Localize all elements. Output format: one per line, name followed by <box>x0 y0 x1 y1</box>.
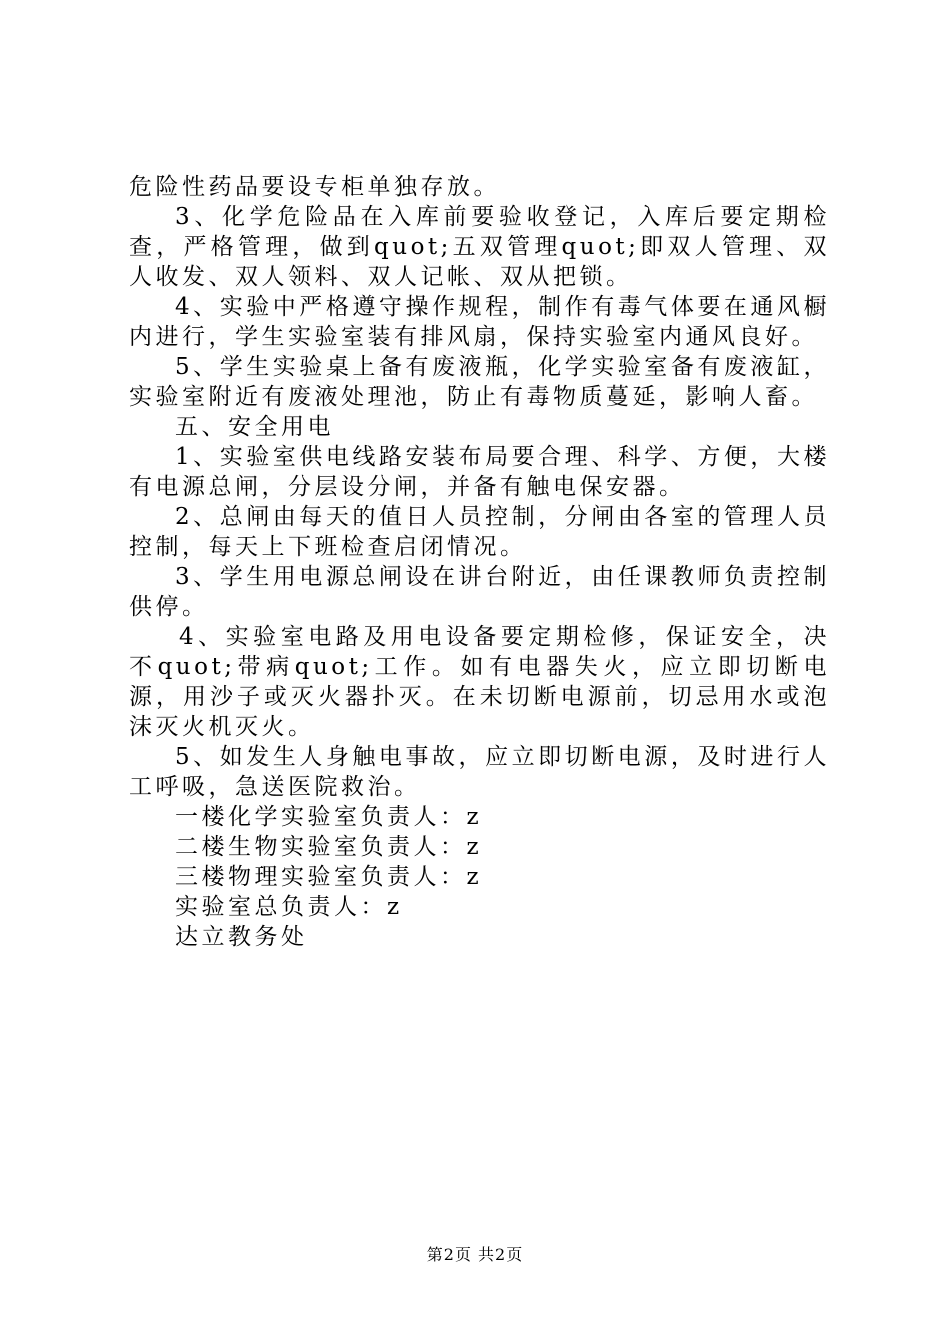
responsible-person-floor-3: 三楼物理实验室负责人：z <box>175 864 483 890</box>
responsible-person-floor-2: 二楼生物实验室负责人：z <box>175 834 483 860</box>
issuing-office: 达立教务处 <box>175 924 308 950</box>
paragraph-item-5: 5、学生实验桌上备有废液瓶，化学实验室备有废液缸，实验室附近有废液处理池，防止有毒物质蔓延，影响人畜。 <box>129 354 830 410</box>
paragraph-item-4: 4、实验中严格遵守操作规程，制作有毒气体要在通风橱内进行，学生实验室装有排风扇，保持实验室内通风良好。 <box>129 294 830 350</box>
section-heading-electricity: 五、安全用电 <box>175 414 334 440</box>
paragraph-item-3: 3、化学危险品在入库前要验收登记，入库后要定期检查，严格管理，做到quot;五双管理quot;即双人管理、双人收发、双人领料、双人记帐、双从把锁。 <box>129 204 830 290</box>
paragraph-continuation: 危险性药品要设专柜单独存放。 <box>129 174 500 200</box>
responsible-person-floor-1: 一楼化学实验室负责人：z <box>175 804 483 830</box>
page-footer <box>0 1242 950 1265</box>
paragraph-electric-5: 5、如发生人身触电事故，应立即切断电源，及时进行人工呼吸，急送医院救治。 <box>129 744 830 800</box>
page-number: 第2页 共2页 <box>426 1245 524 1264</box>
paragraph-electric-4: 4、实验室电路及用电设备要定期检修，保证安全，决不quot;带病quot;工作。如有电器失火，应立即切断电源，用沙子或灭火器扑灭。在未切断电源前，切忌用水或泡沫灭火机灭火。 <box>129 624 830 740</box>
paragraph-electric-3: 3、学生用电源总闸设在讲台附近，由任课教师负责控制供停。 <box>129 564 830 620</box>
paragraph-electric-1: 1、实验室供电线路安装布局要合理、科学、方便，大楼有电源总闸，分层设分闸，并备有触电保安器。 <box>129 444 830 500</box>
responsible-person-general: 实验室总负责人：z <box>175 894 403 920</box>
paragraph-electric-2: 2、总闸由每天的值日人员控制，分闸由各室的管理人员控制，每天上下班检查启闭情况。 <box>129 504 830 560</box>
document-body <box>129 172 830 952</box>
